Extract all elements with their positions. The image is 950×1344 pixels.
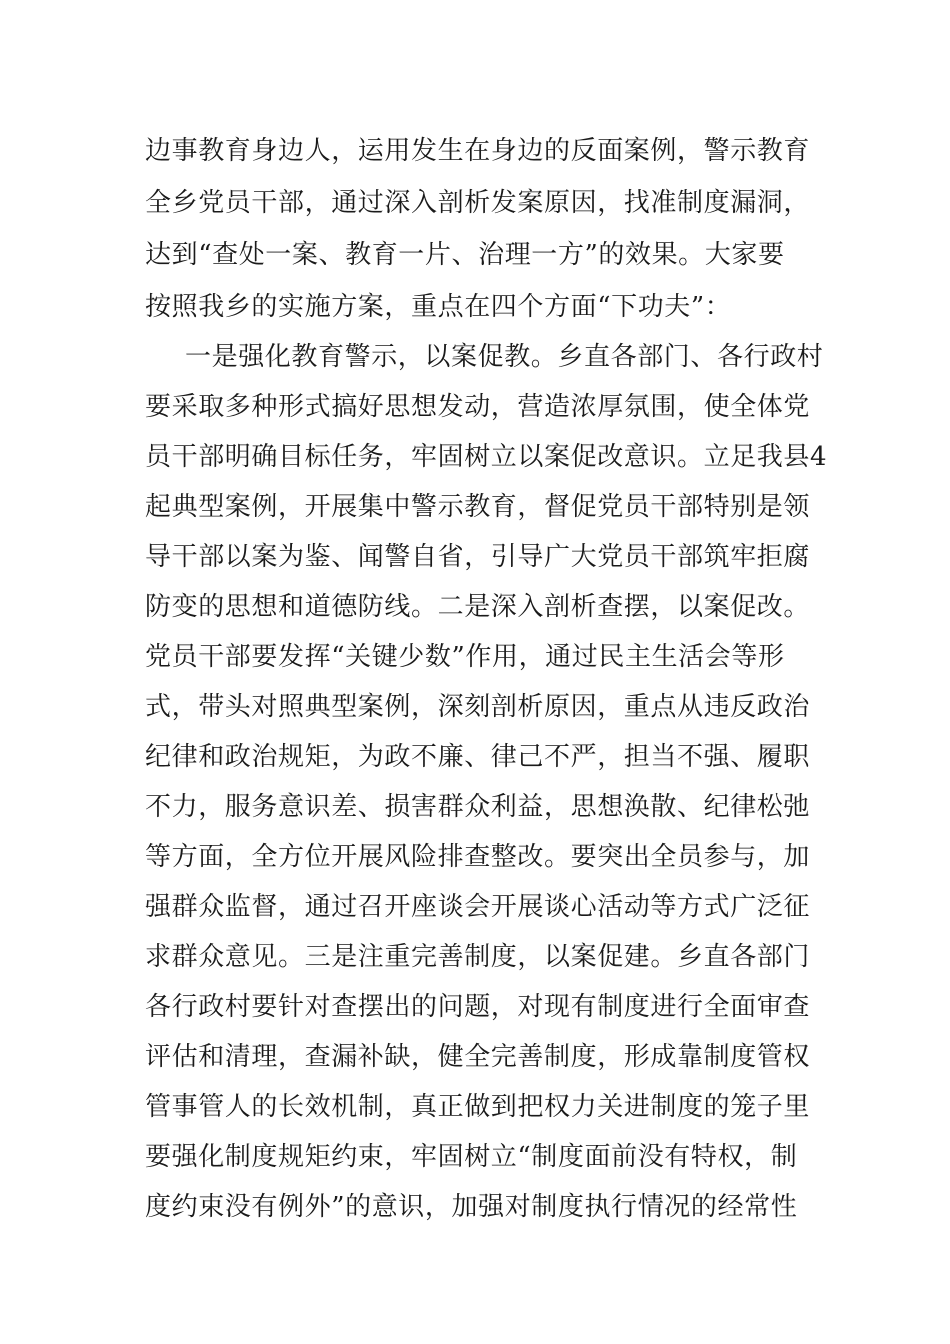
text-line-19: 评估和清理，查漏补缺，健全完善制度，形成靠制度管权 [145,1042,811,1072]
text-line-2: 全乡党员干部，通过深入剖析发案原因，找准制度漏洞， [145,188,811,218]
text-line-1: 边事教育身边人，运用发生在身边的反面案例，警示教育 [145,136,811,166]
text-line-21: 要强化制度规矩约束，牢固树立“制度面前没有特权，制 [145,1142,798,1172]
text-line-4: 按照我乡的实施方案，重点在四个方面“下功夫”： [145,292,732,322]
text-line-14: 不力，服务意识差、损害群众利益，思想涣散、纪律松弛 [145,792,811,822]
text-line-6: 要采取多种形式搞好思想发动，营造浓厚氛围，使全体党 [145,392,811,422]
text-line-20: 管事管人的长效机制，真正做到把权力关进制度的笼子里 [145,1092,811,1122]
text-line-18: 各行政村要针对查摆出的问题，对现有制度进行全面审查 [145,992,811,1022]
text-line-17: 求群众意见。三是注重完善制度，以案促建。乡直各部门 [145,942,811,972]
text-line-3: 达到“查处一案、教育一片、治理一方”的效果。大家要 [145,240,785,270]
text-line-10: 防变的思想和道德防线。二是深入剖析查摆，以案促改。 [145,592,811,622]
text-line-11: 党员干部要发挥“关键少数”作用，通过民主生活会等形 [145,642,785,672]
text-line-5-paragraph-start: 一是强化教育警示，以案促教。乡直各部门、各行政村 [185,342,824,372]
text-line-12: 式，带头对照典型案例，深刻剖析原因，重点从违反政治 [145,692,811,722]
text-line-15: 等方面，全方位开展风险排查整改。要突出全员参与，加 [145,842,811,872]
text-line-16: 强群众监督，通过召开座谈会开展谈心活动等方式广泛征 [145,892,811,922]
text-line-13: 纪律和政治规矩，为政不廉、律己不严，担当不强、履职 [145,742,811,772]
text-line-8: 起典型案例，开展集中警示教育，督促党员干部特别是领 [145,492,811,522]
text-line-22: 度约束没有例外”的意识，加强对制度执行情况的经常性 [145,1192,798,1222]
text-line-7: 员干部明确目标任务，牢固树立以案促改意识。立足我县4 [145,442,828,472]
text-line-9: 导干部以案为鉴、闻警自省，引导广大党员干部筑牢拒腐 [145,542,811,572]
